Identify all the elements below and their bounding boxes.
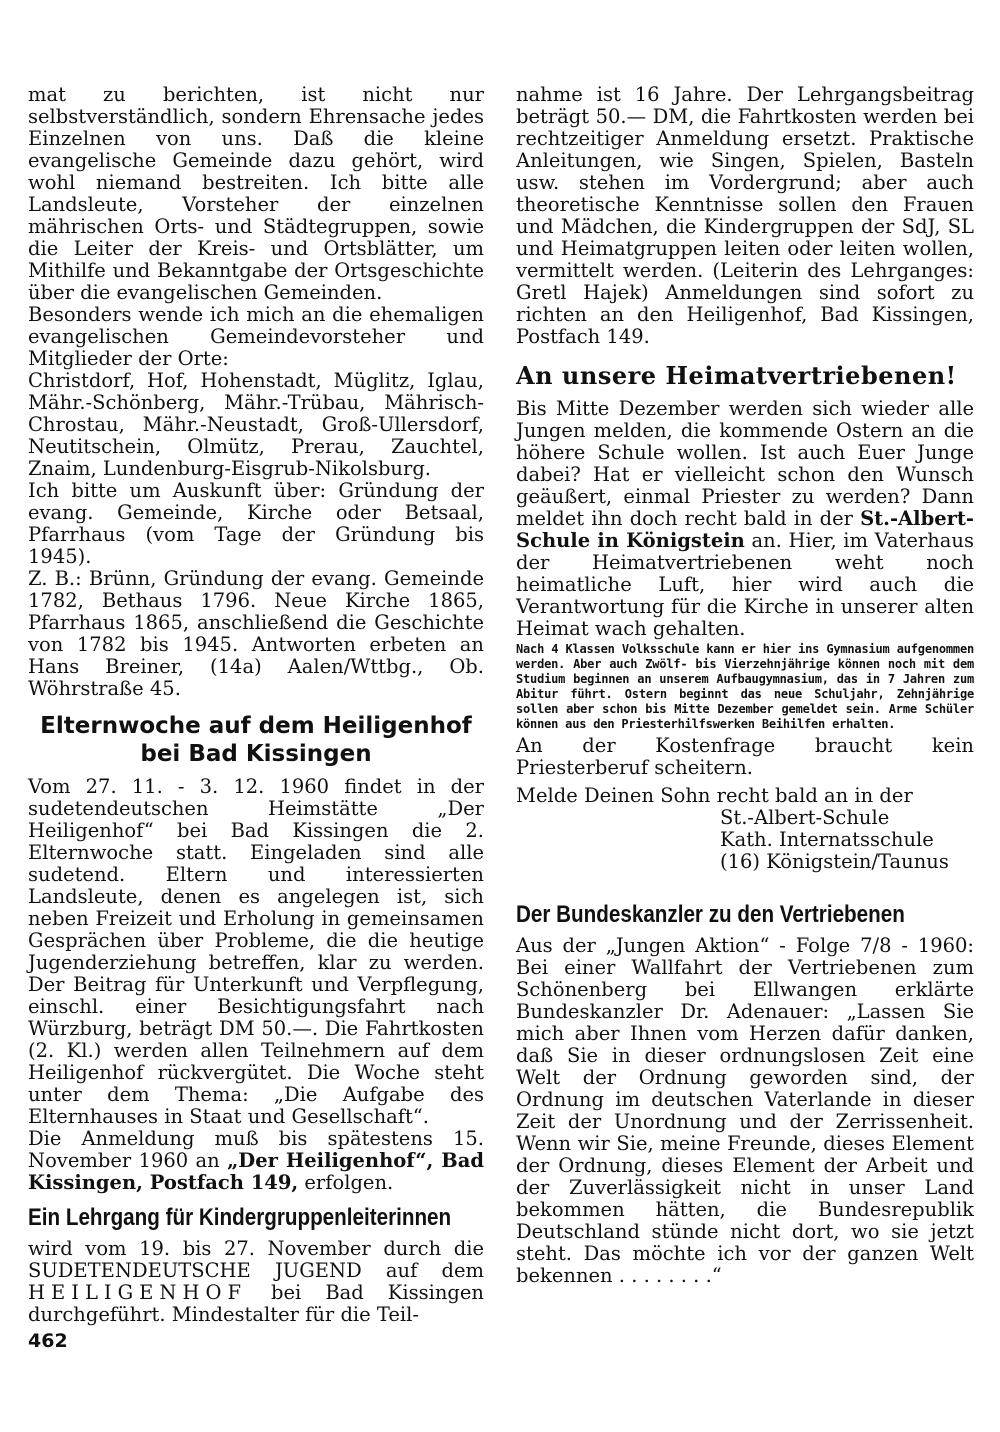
appeal-school-name: St.-Albert-Schule in Königstein [516, 507, 974, 552]
address-line-3: (16) Königstein/Taunus [720, 850, 949, 873]
left-column [28, 84, 484, 1326]
lehrgang-text-1: wird vom 19. bis 27. November durch die [28, 1237, 484, 1260]
paragraph-places: Christdorf, Hof, Hohenstadt, Müglitz, Iglau, Mähr.-Schönberg, Mähr.-Trübau, Mährisch-Chrostau, Mähr.-Neustadt, Groß-Ullersdorf, Neutitschein, Olmütz, Prerau, Zauchtel, Znaim, Lundenburg-Eisgrub-Nikolsburg. [28, 369, 484, 480]
lehrgang-place: HEILIGENHOF [28, 1281, 247, 1304]
address-line-1: St.-Albert-Schule [720, 806, 890, 829]
anmeldung-address: „Der Heiligenhof“, Bad Kissingen, Postfach 149, [28, 1149, 484, 1194]
address-line-2: Kath. Internatsschule [720, 828, 934, 851]
anmeldung-text: Die Anmeldung muß bis spätestens 15. November 1960 an [28, 1127, 484, 1172]
paragraph-elternwoche: Vom 27. 11. - 3. 12. 1960 findet in der sudetendeutschen Heimstätte „Der Heiligenhof“ bei Bad Kissingen die 2. Elternwoche statt. Eingeladen sind alle sudetend. Eltern und interessierten Landsleute, denen es angelegen ist, sich neben Freizeit und Erholung in gemeinsamen Gesprächen über Probleme, die die heutige Jugenderziehung betreffen, klar zu werden. Der Beitrag für Unterkunft und Verpflegung, einschl. einer Besichtigungsfahrt nach Würzburg, beträgt DM 50.—. Die Fahrtkosten (2. Kl.) werden allen Teilnehmern auf dem Heiligenhof rückvergütet. Die Woche steht unter dem Thema: „Die Aufgabe des Elternhauses in Staat und Gesellschaft“. [28, 775, 484, 1128]
paragraph-register: Melde Deinen Sohn recht bald an in der [516, 784, 913, 807]
paragraph-lehrgang-continued: nahme ist 16 Jahre. Der Lehrgangsbeitrag beträgt 50.— DM, die Fahrtkosten werden bei rechtzeitiger Anmeldung ersetzt. Praktische Anleitungen, wie Singen, Spielen, Basteln usw. stehen im Vordergrund; aber auch theoretische Kenntnisse sollen den Frauen und Mädchen, die Kindergruppen der SdJ, SL und Heimatgruppen leiten oder leiten wollen, vermittelt werden. (Leiterin des Lehrganges: Gretl Hajek) Anmeldungen sind sofort zu richten an den Heiligenhof, Bad Kissingen, Postfach 149. [516, 83, 974, 348]
paragraph-adenauer: Aus der „Jungen Aktion“ - Folge 7/8 - 1960: Bei einer Wallfahrt der Vertriebenen zum Schönenberg bei Ellwangen erklärte Bundeskanzler Dr. Adenauer: „Lassen Sie mich aber Ihnen vom Herzen dafür danken, daß Sie in dieser ordnungslosen Zeit eine Welt der Ordnung geworden sind, der Ordnung im deutschen Vaterlande in dieser Zeit der Unordnung und der Zerrissenheit. Wenn wir Sie, meine Freunde, dieses Element der Ordnung, dieses Element der Arbeit und der Zuverlässigkeit nicht in unser Land bekommen hätten, die Bundesrepublik Deutschland stünde nicht dort, wo sie jetzt steht. Das möchte ich vor der ganzen Welt bekennen . . . . . . . .“ [516, 934, 974, 1287]
heading-heimatvertriebene: An unsere Heimatvertriebenen! [516, 361, 957, 390]
intro-paragraph: mat zu berichten, ist nicht nur selbstverständlich, sondern Ehrensache jedes Einzelnen von uns. Daß die kleine evangelische Gemeinde dazu gehört, wird wohl niemand bestreiten. Ich bitte alle Landsleute, Vorsteher der einzelnen mährischen Orts- und Städtegruppen, sowie die Leiter der Kreis- und Ortsblätter, um Mithilfe und Bekanntgabe der Ortsgeschichte über die evangelischen Gemeinden. [28, 83, 484, 304]
lehrgang-text-3: bei Bad Kissingen durchgeführt. Mindestalter für die Teil- [28, 1281, 484, 1326]
appeal-text-2: an. Hier, im Vaterhaus der Heimatvertriebenen weht noch heimatliche Luft, hier wird auch die Verantwortung für die Kirche in unserer alten Heimat wach gehalten. [516, 529, 975, 640]
page-number: 462 [28, 1330, 68, 1352]
paragraph-appeal: Besonders wende ich mich an die ehemaligen evangelischen Gemeindevorsteher und Mitglieder der Orte: [28, 303, 484, 370]
paragraph-request: Ich bitte um Auskunft über: Gründung der evang. Gemeinde, Kirche oder Betsaal, Pfarrhaus (vom Tage der Gründung bis 1945). [28, 479, 484, 568]
anmeldung-end: erfolgen. [298, 1171, 394, 1194]
appeal-text-1: Bis Mitte Dezember werden sich wieder alle Jungen melden, die kommende Ostern an die höhere Schule wollen. Ist auch Euer Junge dabei? Hat er vielleicht schon den Wunsch geäußert, einmal Priester zu werden? Dann meldet ihn doch recht bald in der [516, 397, 974, 530]
paragraph-appeal-boys [516, 398, 974, 640]
paragraph-anmeldung [28, 1128, 484, 1194]
heading-elternwoche [28, 712, 484, 768]
paragraph-lehrgang [28, 1238, 484, 1326]
paragraph-costs: An der Kostenfrage braucht kein Priesterberuf scheitern. [516, 734, 974, 779]
small-print-notice: Nach 4 Klassen Volksschule kann er hier ins Gymnasium aufgenommen werden. Aber auch Zwölf- bis Vierzehnjährige können noch mit dem Studium beginnen an unserem Aufbaugymnasium, das in 7 Jahren zum Abitur führt. Ostern beginnt das neue Schuljahr, Zehnjährige sollen aber schon bis Mitte Dezember gemeldet sein. Arme Schüler können aus den Priesterhilfswerken Beihilfen erhalten. [516, 642, 974, 731]
heading-elternwoche-line1: Elternwoche auf dem Heiligenhof [40, 713, 472, 739]
lehrgang-text-2: auf dem [361, 1259, 484, 1282]
heading-elternwoche-line2: bei Bad Kissingen [140, 741, 372, 767]
lehrgang-org: SUDETENDEUTSCHE JUGEND [28, 1259, 362, 1282]
heading-lehrgang: Ein Lehrgang für Kindergruppenleiterinnen [28, 1204, 452, 1231]
right-column [516, 84, 974, 1287]
heading-bundeskanzler: Der Bundeskanzler zu den Vertriebenen [516, 901, 905, 928]
paragraph-example: Z. B.: Brünn, Gründung der evang. Gemeinde 1782, Bethaus 1796. Neue Kirche 1865, Pfarrhaus 1865, anschließend die Geschichte von 1782 bis 1945. Antworten erbeten an Hans Breiner, (14a) Aalen/Wttbg., Ob. Wöhrstraße 45. [28, 567, 484, 700]
